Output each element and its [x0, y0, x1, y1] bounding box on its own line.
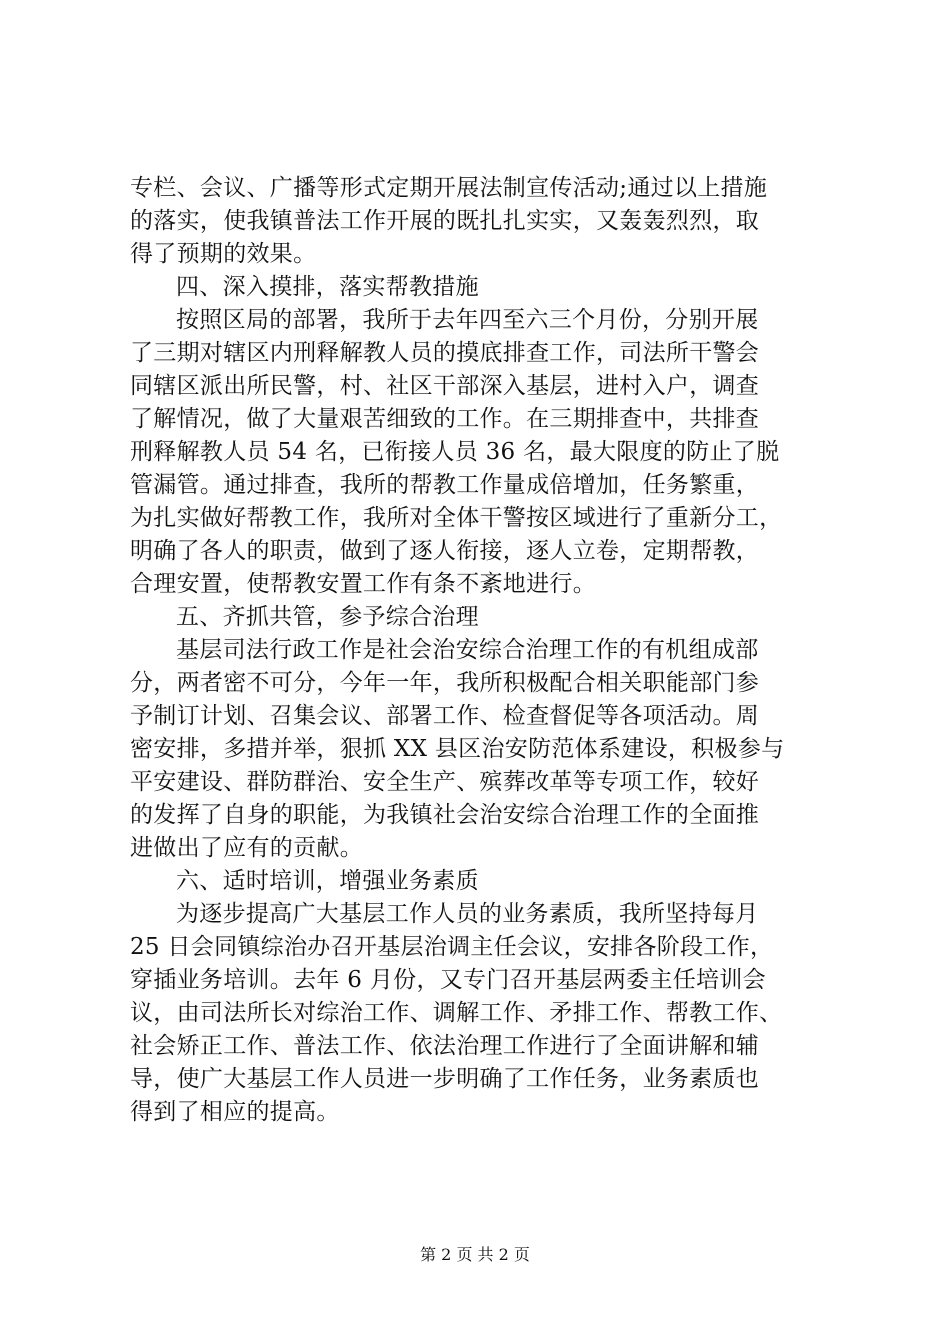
- text-line: 刑释解教人员 54 名，已衔接人员 36 名，最大限度的防止了脱: [130, 439, 780, 465]
- text-line: 按照区局的部署，我所于去年四至六三个月份，分别开展: [176, 307, 759, 333]
- text-line: 穿插业务培训。去年 6 月份，又专门召开基层两委主任培训会: [130, 967, 766, 993]
- text-line: 同辖区派出所民警，村、社区干部深入基层，进村入户，调查: [130, 373, 760, 399]
- text-line: 社会矫正工作、普法工作、依法治理工作进行了全面讲解和辅: [130, 1033, 760, 1059]
- text-line: 五、齐抓共管，参予综合治理: [176, 604, 479, 630]
- document-body: [130, 172, 842, 1129]
- text-line: 得到了相应的提高。: [130, 1099, 340, 1125]
- text-line: 六、适时培训，增强业务素质: [176, 868, 479, 894]
- text-line: 导，使广大基层工作人员进一步明确了工作任务，业务素质也: [130, 1066, 760, 1092]
- text-line: 予制订计划、召集会议、部署工作、检查督促等各项活动。周: [130, 703, 760, 729]
- text-line: 基层司法行政工作是社会治安综合治理工作的有机组成部: [176, 637, 759, 663]
- text-line: 专栏、会议、广播等形式定期开展法制宣传活动;通过以上措施: [130, 175, 768, 201]
- text-line: 为逐步提高广大基层工作人员的业务素质，我所坚持每月: [176, 901, 759, 927]
- text-line: 密安排，多措并举，狠抓 XX 县区治安防范体系建设，积极参与: [130, 736, 785, 762]
- text-line: 平安建设、群防群治、安全生产、殡葬改革等专项工作，较好: [130, 769, 760, 795]
- text-line: 得了预期的效果。: [130, 241, 317, 267]
- text-line: 的落实，使我镇普法工作开展的既扎扎实实，又轰轰烈烈，取: [130, 208, 760, 234]
- text-line: 合理安置，使帮教安置工作有条不紊地进行。: [130, 571, 596, 597]
- text-line: 的发挥了自身的职能，为我镇社会治安综合治理工作的全面推: [130, 802, 760, 828]
- text-line: 明确了各人的职责，做到了逐人衔接，逐人立卷，定期帮教，: [130, 538, 760, 564]
- text-line: 25 日会同镇综治办召开基层治调主任会议，安排各阶段工作，: [130, 934, 774, 960]
- text-line: 了三期对辖区内刑释解教人员的摸底排查工作，司法所干警会: [130, 340, 760, 366]
- text-line: 管漏管。通过排查，我所的帮教工作量成倍增加，任务繁重，: [130, 472, 760, 498]
- text-line: 了解情况，做了大量艰苦细致的工作。在三期排查中，共排查: [130, 406, 760, 432]
- text-line: 四、深入摸排，落实帮教措施: [176, 274, 479, 300]
- page-footer: 第 2 页 共 2 页: [420, 1245, 530, 1264]
- text-line: 议，由司法所长对综治工作、调解工作、矛排工作、帮教工作、: [130, 1000, 783, 1026]
- text-line: 为扎实做好帮教工作，我所对全体干警按区域进行了重新分工，: [130, 505, 783, 531]
- text-line: 分，两者密不可分，今年一年，我所积极配合相关职能部门参: [130, 670, 760, 696]
- text-line: 进做出了应有的贡献。: [130, 835, 363, 861]
